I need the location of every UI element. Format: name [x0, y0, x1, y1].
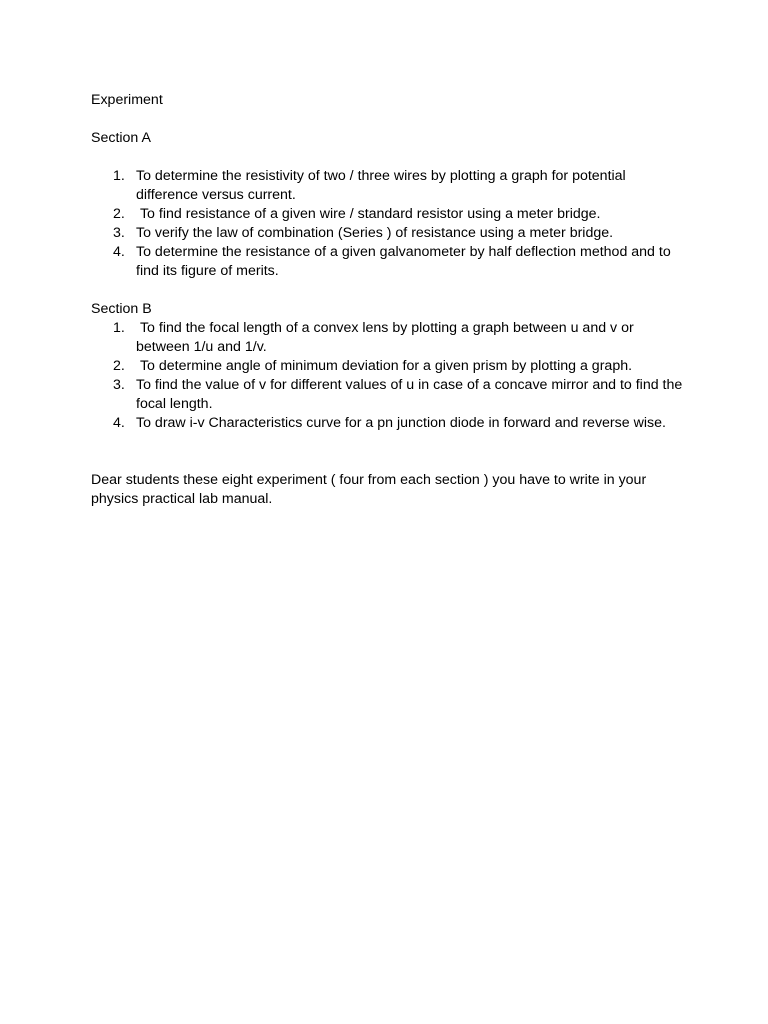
list-item-number: 3.: [113, 377, 125, 393]
list-item-text: To verify the law of combination (Series ) of resistance using a meter bridge.: [136, 225, 614, 241]
list-item-number: 2.: [113, 358, 125, 374]
list-item: [91, 357, 691, 376]
list-item-number: 4.: [113, 415, 125, 431]
list-item: [91, 376, 691, 414]
list-item-text: To find the value of v for different values of u in case of a concave mirror and to find the focal length.: [136, 377, 687, 412]
list-item: [91, 224, 691, 243]
list-item: [91, 243, 691, 281]
section-b-list: [91, 319, 691, 433]
list-item: [91, 319, 691, 357]
list-item-text: To find resistance of a given wire / standard resistor using a meter bridge.: [136, 206, 601, 222]
list-item-number: 2.: [113, 206, 125, 222]
closing-note: Dear students these eight experiment ( four from each section ) you have to write in your physics practical lab manual.: [91, 472, 647, 507]
list-item-text: To find the focal length of a convex lens by plotting a graph between u and v or between 1/u and 1/v.: [136, 320, 638, 355]
list-item-number: 3.: [113, 225, 125, 241]
section-b-heading: Section B: [91, 301, 152, 317]
list-item-number: 1.: [113, 168, 125, 184]
list-item: [91, 414, 691, 433]
section-a-list: [91, 167, 691, 281]
document-title: Experiment: [91, 92, 163, 108]
list-item-text: To determine the resistivity of two / three wires by plotting a graph for potential difference versus current.: [136, 168, 630, 203]
list-item-number: 1.: [113, 320, 125, 336]
list-item: [91, 167, 691, 205]
list-item-text: To determine angle of minimum deviation for a given prism by plotting a graph.: [136, 358, 633, 374]
section-a-heading: Section A: [91, 130, 151, 146]
list-item-text: To draw i-v Characteristics curve for a pn junction diode in forward and reverse wise.: [136, 415, 666, 431]
document-body: [91, 91, 691, 509]
list-item-text: To determine the resistance of a given galvanometer by half deflection method and to find its figure of merits.: [136, 244, 675, 279]
list-item: [91, 205, 691, 224]
list-item-number: 4.: [113, 244, 125, 260]
